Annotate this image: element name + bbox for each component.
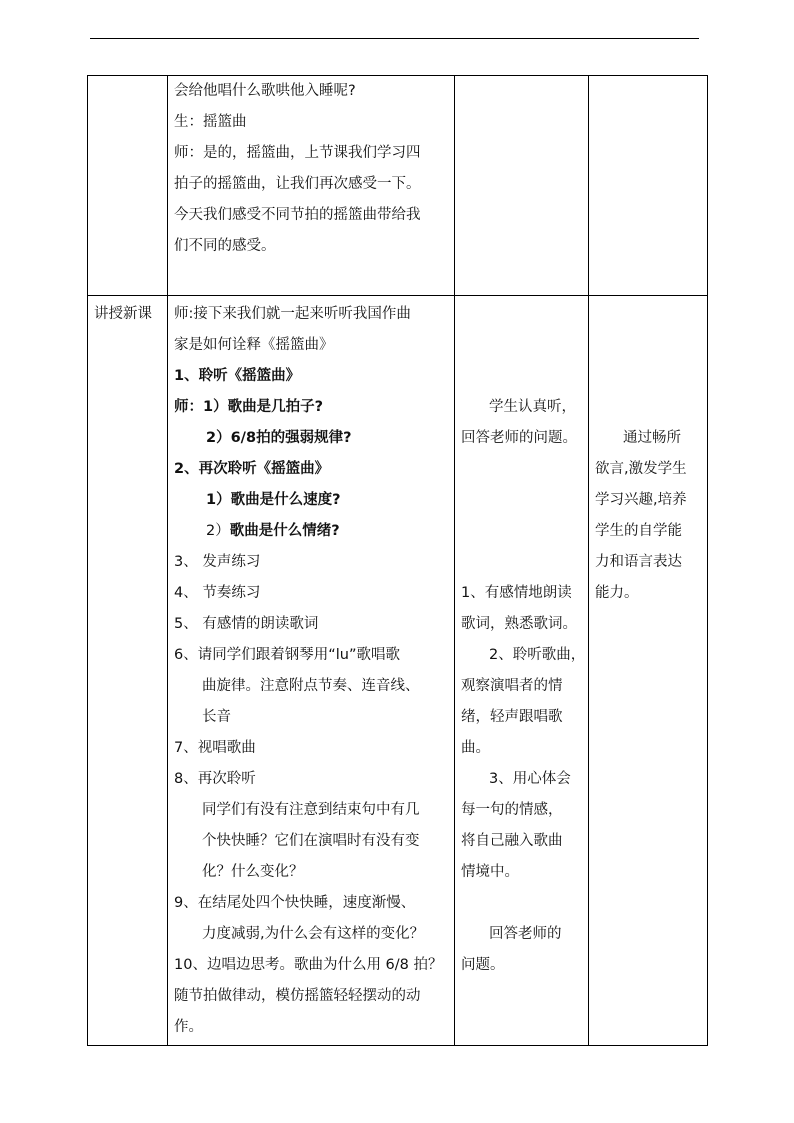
stage-label-cell	[88, 296, 168, 1046]
design-intent-cell	[589, 296, 708, 1046]
text-line: 通过畅所	[623, 430, 681, 446]
teacher-activity-cell	[168, 296, 455, 1046]
text-line: 同学们有没有注意到结束句中有几	[202, 802, 420, 818]
text-line: 情境中。	[461, 864, 519, 880]
text-line: 能力。	[595, 585, 639, 601]
text-line: 曲旋律。注意附点节奏、连音线、	[202, 678, 420, 694]
text-line: 力和语言表达	[595, 554, 682, 570]
student-activity-cell	[455, 296, 589, 1046]
table-row	[88, 296, 708, 1046]
text-line: 回答老师的问题。	[461, 430, 577, 446]
student-activity-cell	[455, 76, 589, 296]
text-line: 长音	[202, 709, 231, 725]
list-item: 7、视唱歌曲	[174, 740, 256, 756]
question-line: 2）6/8拍的强弱规律?	[206, 430, 352, 446]
text-line: 作。	[174, 1019, 203, 1035]
question-text: 歌曲是什么情绪?	[229, 523, 340, 539]
text-line: 学生认真听，	[489, 399, 576, 415]
list-item: 9、在结尾处四个快快睡，速度渐慢、	[174, 895, 416, 911]
section-heading: 1、聆听《摇篮曲》	[174, 368, 301, 384]
design-intent-cell	[589, 76, 708, 296]
text-line: 个快快睡？它们在演唱时有没有变	[202, 833, 420, 849]
stage-label-cell	[88, 76, 168, 296]
list-item: 5、 有感情的朗读歌词	[174, 616, 319, 632]
list-item: 6、请同学们跟着钢琴用“lu”歌唱歌	[174, 647, 400, 663]
section-heading: 2、再次聆听《摇篮曲》	[174, 461, 330, 477]
text-line: 化？什么变化？	[202, 864, 304, 880]
text-line: 曲。	[461, 740, 490, 756]
lesson-plan-table	[87, 75, 708, 1046]
text-line: 生：摇篮曲	[174, 114, 247, 130]
question-line: 师：1）歌曲是几拍子?	[174, 399, 323, 415]
list-item: 10、边唱边思考。歌曲为什么用 6/8 拍？	[174, 957, 443, 973]
list-item: 3、 发声练习	[174, 554, 261, 570]
text-line: 师:接下来我们就一起来听听我国作曲	[174, 306, 411, 322]
text-line: 绪，轻声跟唱歌	[461, 709, 563, 725]
text-line: 问题。	[461, 957, 505, 973]
text-line: 随节拍做律动，模仿摇篮轻轻摆动的动	[174, 988, 421, 1004]
text-line: 们不同的感受。	[174, 238, 276, 254]
list-item: 4、 节奏练习	[174, 585, 261, 601]
text-line: 将自己融入歌曲	[461, 833, 563, 849]
question-number: 2）	[206, 523, 230, 539]
text-line: 回答老师的	[489, 926, 562, 942]
text-line: 学生的自学能	[595, 523, 682, 539]
text-line: 力度减弱,为什么会有这样的变化？	[202, 926, 425, 942]
table-row	[88, 76, 708, 296]
question-line: 1）歌曲是什么速度?	[206, 492, 341, 508]
page-header-rule	[90, 38, 699, 39]
text-line: 每一句的情感，	[461, 802, 563, 818]
text-line: 歌词，熟悉歌词。	[461, 616, 577, 632]
text-line: 拍子的摇篮曲，让我们再次感受一下。	[174, 176, 421, 192]
text-line: 观察演唱者的情	[461, 678, 563, 694]
text-line: 学习兴趣,培养	[595, 492, 687, 508]
question-line	[174, 516, 448, 547]
text-line: 会给他唱什么歌哄他入睡呢?	[174, 83, 356, 99]
text-line: 师：是的，摇篮曲，上节课我们学习四	[174, 145, 421, 161]
text-line: 今天我们感受不同节拍的摇篮曲带给我	[174, 207, 421, 223]
list-item: 8、再次聆听	[174, 771, 256, 787]
text-line: 3、用心体会	[489, 771, 571, 787]
text-line: 欲言,激发学生	[595, 461, 687, 477]
text-line: 家是如何诠释《摇篮曲》	[174, 337, 334, 353]
stage-label: 讲授新课	[94, 306, 152, 322]
text-line: 1、有感情地朗读	[461, 585, 572, 601]
teacher-activity-cell	[168, 76, 455, 296]
text-line: 2、聆听歌曲，	[489, 647, 586, 663]
